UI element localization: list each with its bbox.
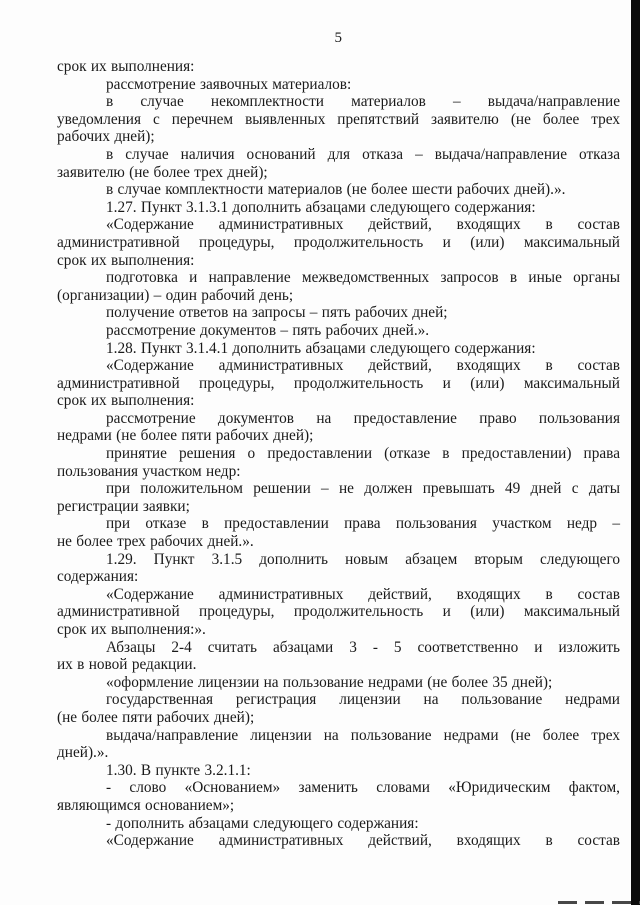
text-line: выдача/направление лицензии на пользование недрами (не более трех [106, 726, 620, 744]
text-line: подготовка и направление межведомственных запросов в иные органы [106, 269, 620, 287]
text-line: заявителю (не более трех дней); [57, 163, 268, 181]
text-line: рассмотрение заявочных материалов: [106, 75, 352, 93]
text-line: 1.28. Пункт 3.1.4.1 дополнить абзацами следующего содержания: [106, 339, 536, 357]
text-line: административной процедуры, продолжительность и (или) максимальный [57, 374, 620, 392]
text-line: 1.30. В пункте 3.2.1.1: [106, 761, 251, 779]
text-line: являющимся основанием»; [57, 796, 235, 814]
text-line: в случае некомплектности материалов – выдача/направление [106, 93, 620, 111]
text-line: 1.29. Пункт 3.1.5 дополнить новым абзацем вторым следующего [106, 550, 620, 568]
text-line: (не более пяти рабочих дней); [57, 708, 255, 726]
text-line: недрами (не более пяти рабочих дней); [57, 427, 314, 445]
text-line: уведомления с перечнем выявленных препятствий заявителю (не более трех [57, 110, 620, 128]
scan-artifact-bottom-line [558, 901, 640, 904]
text-line: срок их выполнения:». [57, 621, 206, 638]
text-line: рассмотрение документов – пять рабочих дней.». [106, 321, 430, 339]
text-line: «Содержание административных действий, входящих в состав [106, 585, 620, 603]
text-line: административной процедуры, продолжительность и (или) максимальный [57, 603, 620, 621]
text-line: при положительном решении – не должен превышать 49 дней с даты [106, 480, 620, 498]
text-line: в случае наличия оснований для отказа – выдача/направление отказа [106, 145, 620, 163]
text-line: государственная регистрация лицензии на пользование недрами [106, 691, 620, 709]
page-number: 5 [334, 30, 343, 46]
text-line: получение ответов на запросы – пять рабочих дней; [106, 304, 448, 322]
text-line: при отказе в предоставлении права пользования участком недр – [106, 515, 620, 533]
text-line: 1.27. Пункт 3.1.3.1 дополнить абзацами следующего содержания: [106, 198, 536, 216]
text-line: пользования участком недр: [57, 462, 241, 480]
text-line: «оформление лицензии на пользование недрами (не более 35 дней); [106, 673, 553, 691]
text-line: «Содержание административных действий, входящих в состав [106, 357, 620, 375]
text-line: - дополнить абзацами следующего содержания: [106, 814, 419, 832]
text-line: - слово «Основанием» заменить словами «Юридическим фактом, [106, 779, 620, 797]
document-body [57, 58, 620, 850]
text-line: дней).». [57, 744, 109, 762]
text-line: их в новой редакции. [57, 656, 197, 674]
text-line: «Содержание административных действий, входящих в состав [106, 216, 620, 234]
scan-edge-bar-right [631, 0, 640, 905]
text-line: срок их выполнения: [57, 251, 195, 269]
text-line: принятие решения о предоставлении (отказе в предоставлении) права [106, 445, 620, 463]
text-line: в случае комплектности материалов (не более шести рабочих дней).». [106, 181, 566, 199]
text-line: регистрации заявки; [57, 497, 190, 515]
text-line: содержания: [57, 568, 139, 586]
text-line: рассмотрение документов на предоставление право пользования [106, 409, 620, 427]
text-line: рабочих дней); [57, 128, 155, 146]
text-line: срок их выполнения: [57, 58, 195, 75]
text-line: административной процедуры, продолжительность и (или) максимальный [57, 233, 620, 251]
text-line: не более трех рабочих дней.». [57, 533, 254, 551]
text-line: Абзацы 2-4 считать абзацами 3 - 5 соответственно и изложить [106, 638, 620, 656]
text-line: (организации) – один рабочий день; [57, 286, 294, 304]
text-line: «Содержание административных действий, входящих в состав [106, 832, 620, 850]
text-line: срок их выполнения: [57, 392, 195, 410]
